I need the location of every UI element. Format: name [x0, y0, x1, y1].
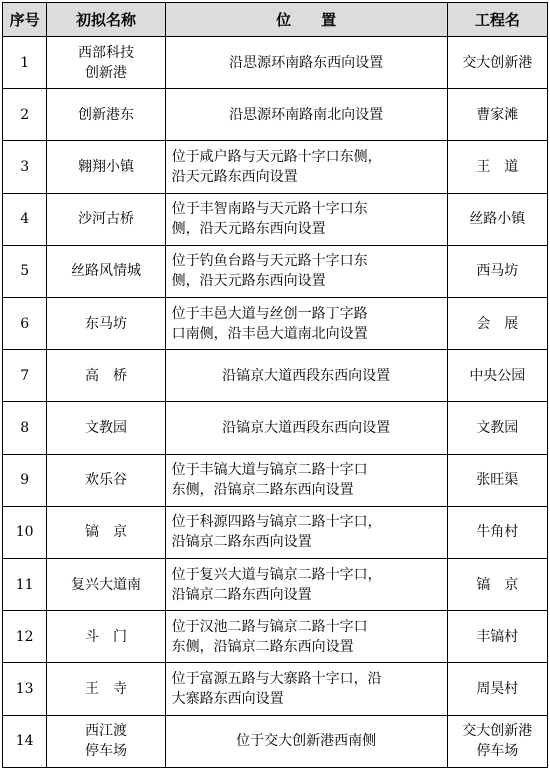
row-project-text: 西马坊	[476, 263, 519, 280]
row-project-text: 丝路小镇	[469, 211, 526, 228]
row-no-text: 2	[20, 106, 30, 123]
row-position-text: 沿思源环南路东西向设置	[229, 54, 384, 71]
row-project-text: 镐 京	[476, 576, 519, 593]
row-name	[47, 663, 165, 715]
row-name-text: 文教园	[85, 420, 127, 437]
table-row	[3, 141, 548, 193]
row-no	[3, 402, 47, 454]
row-no-text: 13	[15, 681, 34, 698]
row-name-text: 沙河古桥	[78, 211, 134, 228]
table-row	[3, 37, 548, 89]
row-project	[447, 506, 547, 558]
row-no-text: 1	[20, 54, 30, 71]
row-name-text: 斗 门	[85, 628, 127, 645]
row-name	[47, 141, 165, 193]
row-no	[3, 611, 47, 663]
row-project	[447, 37, 547, 89]
table-row	[3, 298, 548, 350]
header-name: 初拟名称	[47, 3, 165, 37]
row-no	[3, 506, 47, 558]
row-position	[165, 37, 447, 89]
row-no	[3, 141, 47, 193]
row-no-text: 12	[15, 628, 34, 645]
table-row	[3, 89, 548, 141]
row-name	[47, 37, 165, 89]
header-project: 工程名	[447, 3, 547, 37]
row-project-text: 文教园	[476, 420, 519, 437]
row-position	[165, 402, 447, 454]
table-row	[3, 350, 548, 402]
row-no	[3, 559, 47, 611]
row-no	[3, 193, 47, 245]
row-no	[3, 89, 47, 141]
row-no	[3, 663, 47, 715]
table-row	[3, 663, 548, 715]
row-name-text: 镐 京	[85, 524, 127, 541]
row-name	[47, 245, 165, 297]
row-name	[47, 402, 165, 454]
row-project-text: 牛角村	[476, 524, 519, 541]
row-project	[447, 611, 547, 663]
row-name-text: 丝路风情城	[71, 263, 141, 280]
row-name-text: 欢乐谷	[85, 472, 127, 489]
row-project	[447, 298, 547, 350]
row-project-text: 会 展	[476, 315, 519, 332]
row-name	[47, 559, 165, 611]
row-no	[3, 245, 47, 297]
row-project-text: 交大创新港 停车场	[462, 723, 533, 760]
table-row	[3, 506, 548, 558]
row-position	[165, 245, 447, 297]
row-position	[165, 663, 447, 715]
row-name-text: 东马坊	[85, 315, 127, 332]
row-name	[47, 454, 165, 506]
row-position-text: 沿镐京大道西段东西向设置	[222, 420, 391, 437]
row-position-text: 位于交大创新港西南侧	[236, 733, 377, 750]
row-project	[447, 715, 547, 767]
row-project	[447, 402, 547, 454]
table-row	[3, 715, 548, 767]
row-name	[47, 611, 165, 663]
row-name-text: 创新港东	[78, 106, 134, 123]
row-name-text: 翱翔小镇	[78, 159, 134, 175]
row-position	[165, 89, 447, 141]
row-position-text: 位于富源五路与大寨路十字口，沿 大寨路东西向设置	[171, 671, 382, 708]
row-position-text: 位于复兴大道与镐京二路十字口， 沿镐京二路东西向设置	[171, 566, 382, 603]
row-position-text: 位于丰智南路与天元路十字口东 侧，沿天元路东西向设置	[171, 201, 368, 238]
row-position	[165, 193, 447, 245]
row-project	[447, 454, 547, 506]
table-row	[3, 454, 548, 506]
row-project	[447, 193, 547, 245]
row-name-text: 复兴大道南	[71, 576, 141, 593]
row-no-text: 14	[15, 733, 34, 750]
row-name	[47, 350, 165, 402]
row-project-text: 交大创新港	[462, 54, 533, 71]
row-position	[165, 506, 447, 558]
row-position	[165, 350, 447, 402]
row-project	[447, 559, 547, 611]
row-project	[447, 89, 547, 141]
row-position-text: 位于钓鱼台路与天元路十字口东 侧，沿天元路东西向设置	[171, 253, 368, 290]
row-no-text: 9	[20, 472, 30, 489]
row-position-text: 位于汉池二路与镐京二路十字口 东侧，沿镐京二路东西向设置	[171, 618, 368, 655]
row-project	[447, 141, 547, 193]
header-row	[3, 3, 548, 37]
row-position	[165, 454, 447, 506]
row-name	[47, 89, 165, 141]
row-project-text: 周昊村	[476, 681, 519, 698]
table-row	[3, 193, 548, 245]
row-name-text: 王 寺	[85, 681, 127, 698]
row-position-text: 位于咸户路与天元路十字口东侧， 沿天元路东西向设置	[171, 149, 382, 185]
row-no-text: 8	[20, 420, 30, 437]
row-project-text: 丰镐村	[476, 628, 519, 645]
row-position-text: 位于科源四路与镐京二路十字口， 沿镐京二路东西向设置	[171, 514, 382, 551]
row-no-text: 6	[20, 315, 30, 332]
header-position: 位 置	[165, 3, 447, 37]
station-table	[2, 2, 548, 768]
row-no	[3, 350, 47, 402]
row-project-text: 张旺渠	[476, 472, 519, 489]
row-project	[447, 663, 547, 715]
row-name	[47, 506, 165, 558]
row-position-text: 位于丰镐大道与镐京二路十字口 东侧，沿镐京二路东西向设置	[171, 462, 368, 499]
row-name	[47, 715, 165, 767]
row-position-text: 沿思源环南路南北向设置	[229, 106, 384, 123]
row-name	[47, 298, 165, 350]
row-project	[447, 245, 547, 297]
row-no	[3, 454, 47, 506]
row-no-text: 3	[20, 159, 30, 175]
row-position	[165, 611, 447, 663]
row-no-text: 10	[15, 524, 34, 541]
row-no-text: 4	[20, 211, 30, 228]
row-no	[3, 298, 47, 350]
row-position-text: 沿镐京大道西段东西向设置	[222, 367, 391, 384]
table-row	[3, 245, 548, 297]
row-no-text: 11	[15, 576, 34, 593]
row-no	[3, 37, 47, 89]
row-project	[447, 350, 547, 402]
header-no: 序号	[3, 3, 47, 37]
row-name-text: 西部科技 创新港	[78, 44, 134, 81]
row-project-text: 曹家滩	[476, 106, 519, 123]
table-row	[3, 611, 548, 663]
row-position	[165, 141, 447, 193]
row-project-text: 王 道	[476, 159, 519, 175]
table-row	[3, 402, 548, 454]
row-no-text: 7	[20, 367, 30, 384]
row-project-text: 中央公园	[469, 367, 526, 384]
row-name-text: 西江渡 停车场	[85, 723, 127, 760]
row-position	[165, 715, 447, 767]
row-position	[165, 559, 447, 611]
table-row	[3, 559, 548, 611]
row-position-text: 位于丰邑大道与丝创一路丁字路 口南侧，沿丰邑大道南北向设置	[171, 305, 368, 342]
row-name	[47, 193, 165, 245]
row-name-text: 高 桥	[85, 367, 127, 384]
row-no	[3, 715, 47, 767]
row-no-text: 5	[20, 263, 30, 280]
row-position	[165, 298, 447, 350]
